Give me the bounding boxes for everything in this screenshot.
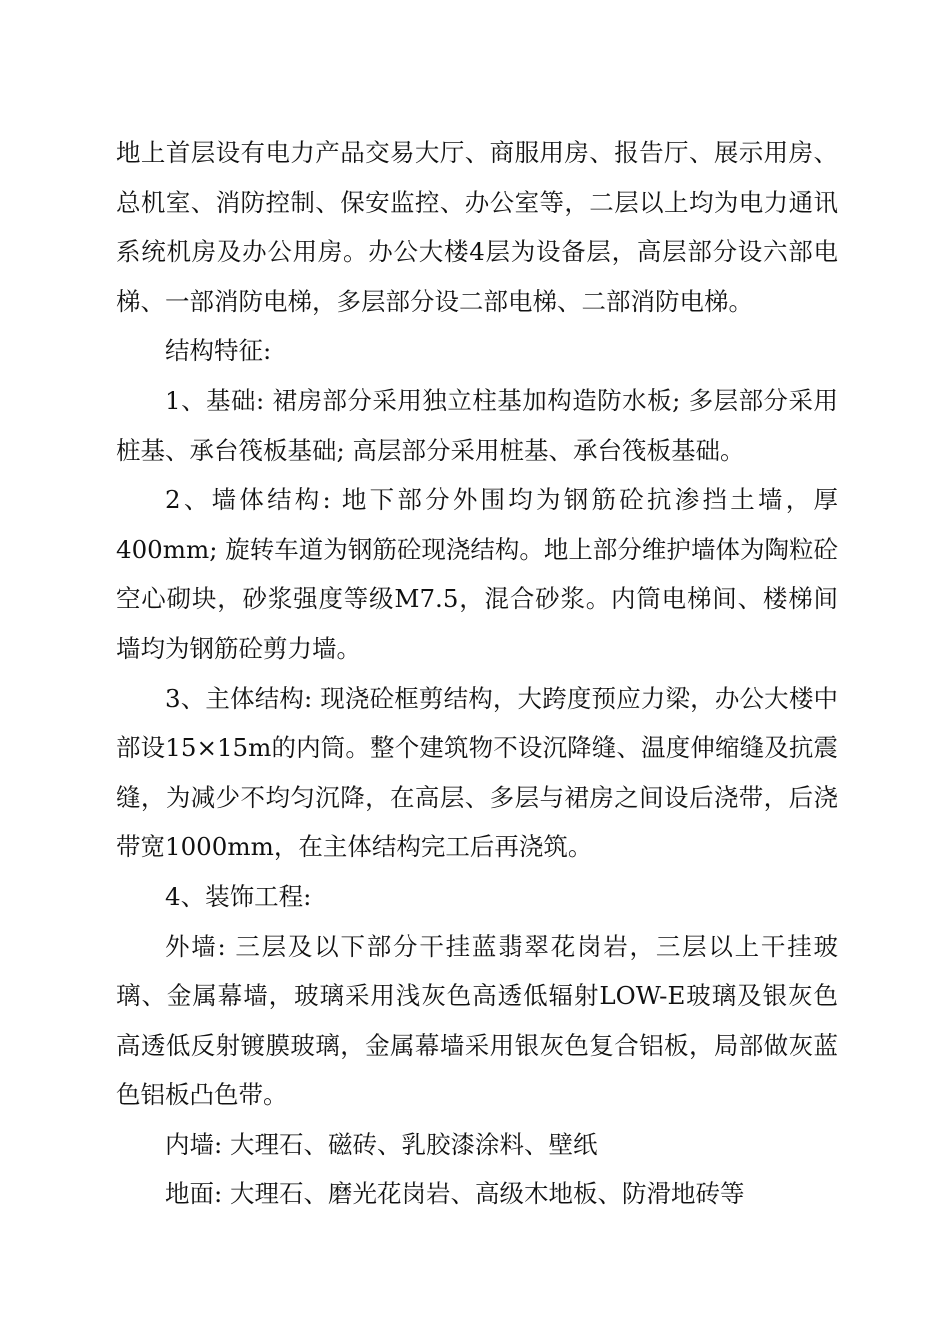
- paragraph-floor: 地面: 大理石、磨光花岗岩、高级木地板、防滑地砖等: [165, 1179, 745, 1209]
- heading-structural-features: 结构特征:: [165, 336, 272, 366]
- paragraph-interior-wall: 内墙: 大理石、磁砖、乳胶漆涂料、壁纸: [165, 1129, 598, 1159]
- paragraph-ground-floor-functions: 地上首层设有电力产品交易大厅、商服用房、报告厅、展示用房、总机室、消防控制、保安监控、办公室等，二层以上均为电力通讯系统机房及办公用房。办公大楼4层为设备层，高层部分设六部电梯、一部消防电梯，多层部分设二部电梯、二部消防电梯。: [116, 138, 838, 316]
- paragraph-exterior-wall: 外墙: 三层及以下部分干挂蓝翡翠花岗岩，三层以上干挂玻璃、金属幕墙，玻璃采用浅灰色高透低辐射LOW-E玻璃及银灰色高透低反射镀膜玻璃，金属幕墙采用银灰色复合铝板，局部做灰蓝色铝板凸色带。: [116, 931, 838, 1110]
- paragraph-main-structure: 3、主体结构: 现浇砼框剪结构，大跨度预应力梁，办公大楼中部设15×15m的内筒。整个建筑物不设沉降缝、温度伸缩缝及抗震缝，为减少不均匀沉降，在高层、多层与裙房之间设后浇带，后浇带宽1000mm，在主体结构完工后再浇筑。: [116, 683, 838, 862]
- paragraph-wall-structure: 2、墙体结构: 地下部分外围均为钢筋砼抗渗挡土墙，厚400mm; 旋转车道为钢筋砼现浇结构。地上部分维护墙体为陶粒砼空心砌块，砂浆强度等级M7.5，混合砂浆。内筒电梯间、楼梯间墙均为钢筋砼剪力墙。: [116, 485, 838, 663]
- heading-decoration-works: 4、装饰工程:: [165, 881, 312, 911]
- paragraph-foundation: 1、基础: 裙房部分采用独立柱基加构造防水板; 多层部分采用桩基、承台筏板基础; 高层部分采用桩基、承台筏板基础。: [116, 385, 838, 465]
- document-page: [116, 128, 838, 1219]
